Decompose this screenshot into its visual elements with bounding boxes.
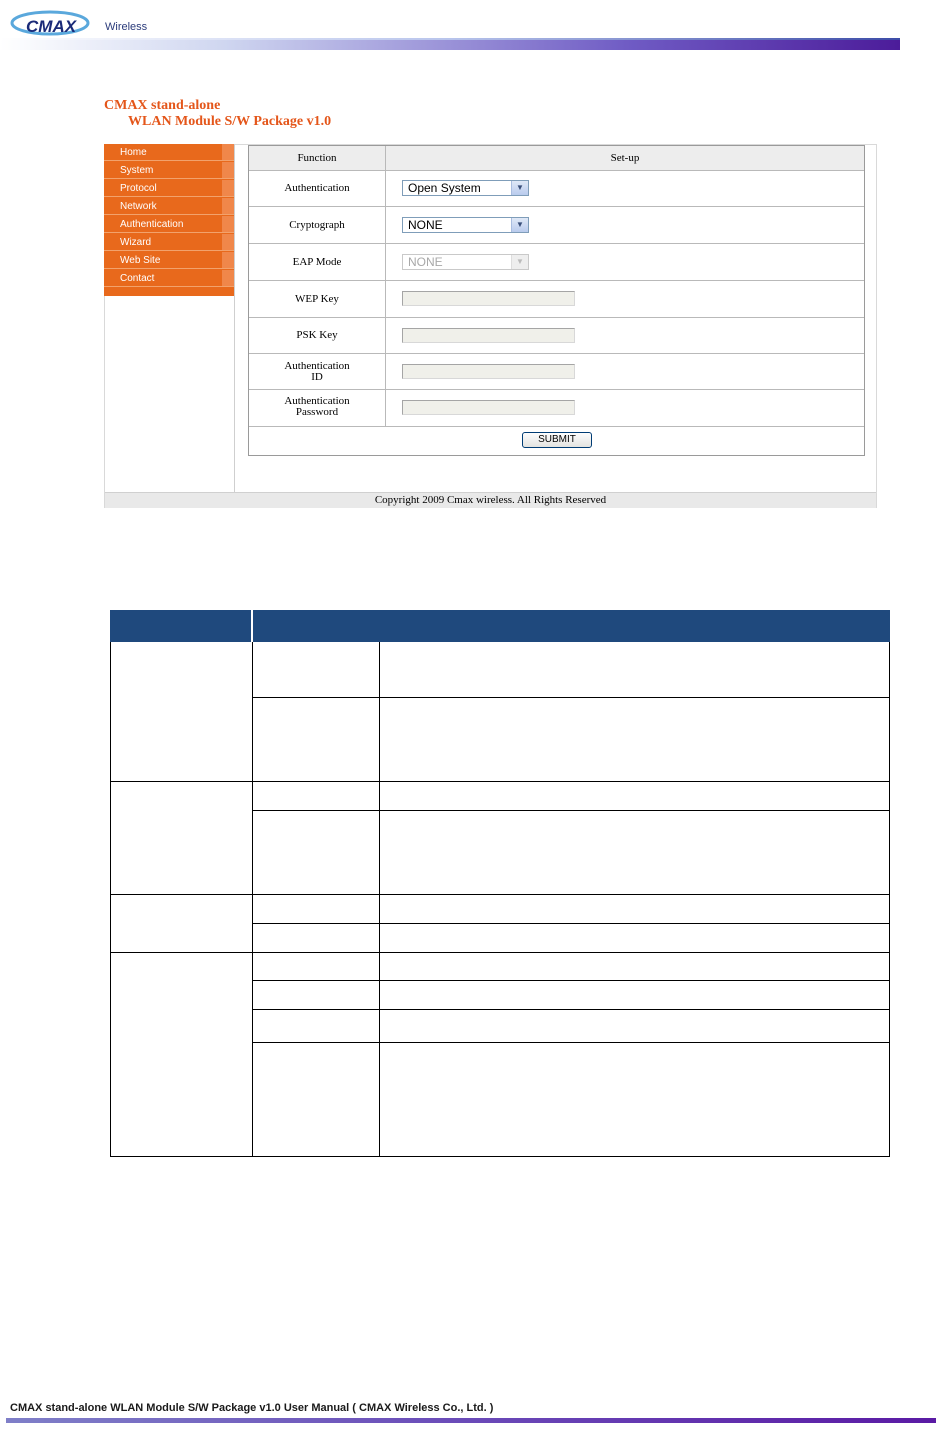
psk-key-label: PSK Key xyxy=(296,329,338,341)
nav-item-web-site[interactable]: Web Site xyxy=(104,252,222,269)
wep-key-label: WEP Key xyxy=(295,293,339,305)
row-divider xyxy=(252,810,890,811)
footer-rule xyxy=(6,1418,936,1423)
column-line xyxy=(252,642,253,1157)
logo-text: CMAX xyxy=(26,17,77,36)
nav-item-home[interactable]: Home xyxy=(104,144,222,161)
authentication-select[interactable] xyxy=(402,180,529,196)
auth-password-input[interactable] xyxy=(402,400,575,415)
submit-button[interactable]: SUBMIT xyxy=(522,432,592,448)
setup-form xyxy=(248,145,865,456)
nav-item-protocol[interactable]: Protocol xyxy=(104,180,222,197)
row-divider xyxy=(249,426,864,427)
description-table-header xyxy=(110,610,890,642)
app-subtitle: WLAN Module S/W Package v1.0 xyxy=(128,114,332,129)
description-table xyxy=(110,610,890,1157)
header-separator xyxy=(251,610,253,642)
authentication-selected-value: Open System xyxy=(408,181,481,195)
cmax-logo xyxy=(6,8,196,38)
function-column-header: Function xyxy=(297,152,337,164)
nav-item-network[interactable]: Network xyxy=(104,198,222,215)
chevron-down-icon: ▼ xyxy=(511,255,528,269)
table-border xyxy=(110,642,111,1157)
column-line xyxy=(379,642,380,1157)
row-divider xyxy=(249,206,864,207)
wep-key-input[interactable] xyxy=(402,291,575,306)
group-divider xyxy=(110,894,890,895)
copyright-bar: Copyright 2009 Cmax wireless. All Rights Reserved xyxy=(105,492,876,508)
cryptograph-selected-value: NONE xyxy=(408,218,443,232)
nav-strip xyxy=(222,270,234,287)
group-divider xyxy=(110,781,890,782)
nav-item-system[interactable]: System xyxy=(104,162,222,179)
nav-strip xyxy=(222,216,234,233)
nav-strip xyxy=(222,162,234,179)
sidebar-nav xyxy=(104,144,234,296)
row-divider xyxy=(249,243,864,244)
table-bottom xyxy=(110,1156,890,1157)
row-divider xyxy=(252,1042,890,1043)
auth-password-label-line2: Password xyxy=(295,406,339,418)
row-divider xyxy=(249,317,864,318)
row-divider xyxy=(252,1009,890,1010)
eap-mode-label: EAP Mode xyxy=(292,256,342,268)
eap-mode-select[interactable] xyxy=(402,254,529,270)
row-divider xyxy=(249,280,864,281)
column-divider xyxy=(385,146,386,427)
auth-id-label-line2: ID xyxy=(311,371,323,383)
authentication-label: Authentication xyxy=(284,182,350,194)
nav-item-contact[interactable]: Contact xyxy=(104,270,222,287)
row-divider xyxy=(252,697,890,698)
header-rule xyxy=(0,40,900,50)
auth-id-input[interactable] xyxy=(402,364,575,379)
row-divider xyxy=(249,353,864,354)
nav-item-authentication[interactable]: Authentication xyxy=(104,216,222,233)
nav-strip xyxy=(222,144,234,161)
chevron-down-icon: ▼ xyxy=(511,218,528,232)
chevron-down-icon: ▼ xyxy=(511,181,528,195)
group-divider xyxy=(110,952,890,953)
auth-id-label-line1: Authentication xyxy=(284,360,350,372)
eap-mode-selected-value: NONE xyxy=(408,255,443,269)
nav-strip xyxy=(222,198,234,215)
setup-column-header: Set-up xyxy=(610,152,640,164)
row-divider xyxy=(252,923,890,924)
nav-strip xyxy=(222,180,234,197)
row-divider xyxy=(249,389,864,390)
sidebar-divider xyxy=(234,144,235,492)
row-divider xyxy=(252,980,890,981)
document-footer: CMAX stand-alone WLAN Module S/W Package v1.0 User Manual ( CMAX Wireless Co., Ltd. ) xyxy=(10,1402,494,1414)
nav-item-wizard[interactable]: Wizard xyxy=(104,234,222,251)
psk-key-input[interactable] xyxy=(402,328,575,343)
nav-strip xyxy=(222,234,234,251)
table-border xyxy=(889,642,890,1157)
nav-strip xyxy=(222,252,234,269)
logo-subtext: Wireless xyxy=(105,21,148,33)
cryptograph-select[interactable] xyxy=(402,217,529,233)
app-title: CMAX stand-alone xyxy=(104,98,221,113)
auth-password-label-line1: Authentication xyxy=(284,395,350,407)
cryptograph-label: Cryptograph xyxy=(289,219,345,231)
